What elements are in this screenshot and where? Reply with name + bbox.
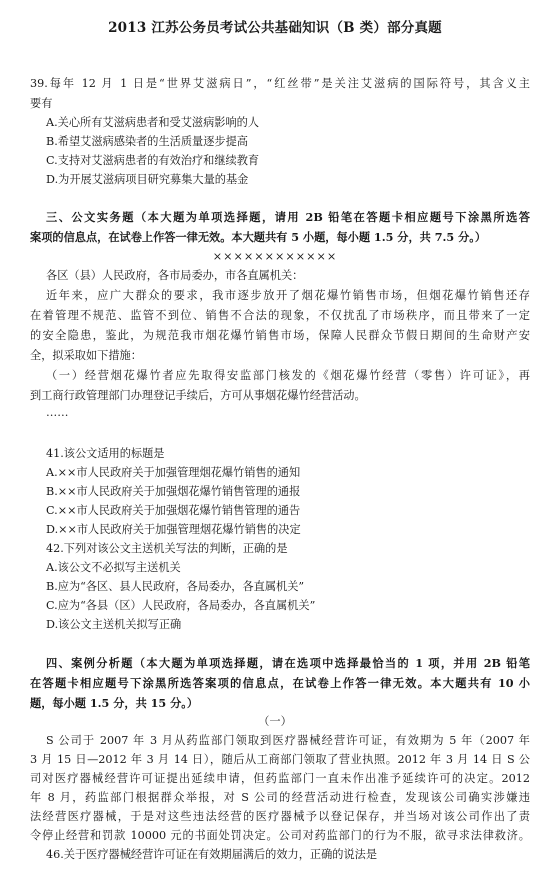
- case-line-2: 3 月 15 日—2012 年 3 月 14 日），随后从工商部门领取了营业执照。2012 年 3 月 14 日 S 公: [30, 753, 530, 766]
- section-4-heading-line-2: 在答题卡相应题号下涂黑所选答案项的信息点，在试卷上作答一律无效。本大题共有 10 小: [30, 676, 530, 690]
- q39-option-a: A.关心所有艾滋病患者和受艾滋病影响的人: [46, 116, 260, 129]
- section-4-heading-line-3: 题，每小题 1.5 分，共 15 分。）: [30, 696, 199, 710]
- q42-option-b: B.应为“各区、县人民政府，各局委办，各直属机关”: [46, 580, 305, 593]
- case-line-5: 法经营医疗器械，于是对这些违法经营的医疗器械予以登记保存，并当场对该公司作出了责: [30, 810, 530, 823]
- notice-ellipsis: ……: [46, 406, 69, 419]
- q41-option-c: C.××市人民政府关于加强烟花爆竹销售管理的通告: [46, 504, 301, 517]
- section-3-heading-line-2: 案项的信息点，在试卷上作答一律无效。本大题共有 5 小题，每小题 1.5 分，共 7.5 分。）: [30, 230, 487, 244]
- notice-paragraph-1-line-4: 全，拟采取如下措施：: [30, 349, 142, 362]
- notice-paragraph-2-line-1: （一）经营烟花爆竹者应先取得安监部门核发的《烟花爆竹经营（零售）许可证》，再: [46, 369, 530, 382]
- section-3-heading-line-1: 三、公文实务题（本大题为单项选择题，请用 2B 铅笔在答题卡相应题号下涂黑所选答: [46, 210, 530, 224]
- q41-option-a: A.××市人民政府关于加强管理烟花爆竹销售的通知: [46, 466, 301, 479]
- q42-option-a: A.该公文不必拟写主送机关: [46, 561, 181, 574]
- notice-paragraph-1-line-2: 在着管理不规范、监管不到位、销售不合法的现象，不仅扰乱了市场秩序，而且带来了一定: [30, 309, 530, 322]
- q41-option-b: B.××市人民政府关于加强烟花爆竹销售管理的通报: [46, 485, 301, 498]
- notice-paragraph-1-line-1: 近年来，应广大群众的要求，我市逐步放开了烟花爆竹销售市场，但烟花爆竹销售还存: [46, 289, 530, 302]
- q39-stem-line-2: 要有: [30, 97, 53, 110]
- case-line-1: S 公司于 2007 年 3 月从药监部门领取到医疗器械经营许可证，有效期为 5 年（2007 年: [46, 734, 530, 747]
- q42-option-c: C.应为“各县（区）人民政府，各局委办，各直属机关”: [46, 599, 316, 612]
- notice-paragraph-2-line-2: 到工商行政管理部门办理登记手续后，方可从事烟花爆竹经营活动。: [30, 389, 366, 402]
- case-line-6: 令停止经营和罚款 10000 元的书面处罚决定。公司对药监部门的行为不服，欲寻求法律救济。: [30, 829, 530, 842]
- document-header: ××××××××××××: [212, 250, 338, 263]
- q39-option-d: D.为开展艾滋病项目研究募集大量的基金: [46, 173, 249, 186]
- q41-option-d: D.××市人民政府关于加强管理烟花爆竹销售的决定: [46, 523, 301, 536]
- q39-option-b: B.希望艾滋病感染者的生活质量逐步提高: [46, 135, 248, 148]
- case-number: （一）: [258, 715, 292, 728]
- q42-option-d: D.该公文主送机关拟写正确: [46, 618, 182, 631]
- section-4-heading-line-1: 四、案例分析题（本大题为单项选择题，请在选项中选择最恰当的 1 项，并用 2B 铅笔: [46, 656, 530, 670]
- q41-stem: 41.该公文适用的标题是: [46, 447, 165, 460]
- case-line-3: 司对医疗器械经营许可证提出延续申请，但药监部门一直未作出准予延续许可的决定。2012: [30, 772, 530, 785]
- addressee-line: 各区（县）人民政府，各市局委办，市各直属机关：: [46, 269, 304, 282]
- page-title: 2013 江苏公务员考试公共基础知识（B 类）部分真题: [108, 20, 442, 36]
- q39-stem-line-1: 39.每年 12 月 1 日是“世界艾滋病日”，“红丝带”是关注艾滋病的国际符号，其含义主: [30, 77, 530, 90]
- q46-stem: 46.关于医疗器械经营许可证在有效期届满后的效力，正确的说法是: [46, 848, 378, 861]
- case-line-4: 年 8 月，药监部门根据群众举报，对 S 公司的经营活动进行检查，发现该公司确实涉嫌违: [30, 791, 530, 804]
- q39-option-c: C.支持对艾滋病患者的有效治疗和继续教育: [46, 154, 260, 167]
- q42-stem: 42.下列对该公文主送机关写法的判断，正确的是: [46, 542, 288, 555]
- notice-paragraph-1-line-3: 的安全隐患，鉴此，为规范我市烟花爆竹销售市场，保障人民群众节假日期间的生命财产安: [30, 329, 530, 342]
